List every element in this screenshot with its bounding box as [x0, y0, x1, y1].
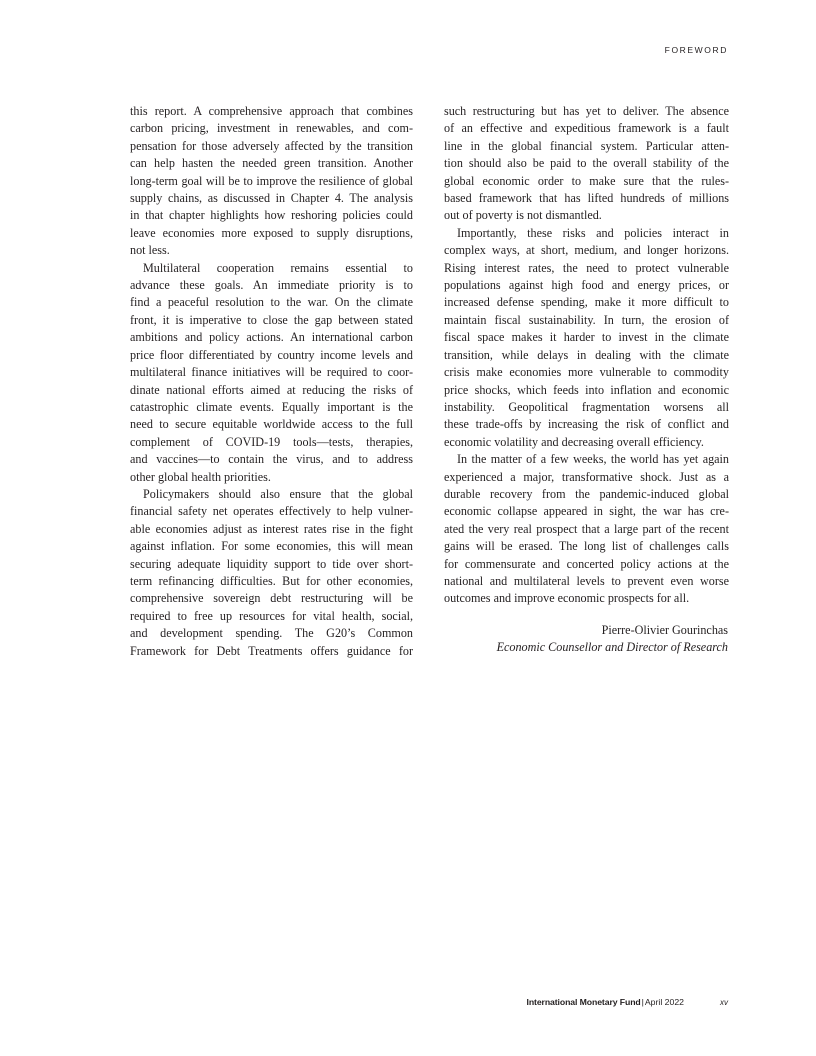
text-line: leave economies more exposed to supply disruptions,	[130, 225, 413, 240]
text-line: economic collapse appeared in sight, the war has cre-	[444, 504, 729, 519]
text-line: against inflation. For some economies, this will mean	[130, 539, 413, 554]
text-line: instability. Geopolitical fragmentation worsens all	[444, 399, 729, 414]
text-line: crisis make economies more vulnerable to commodity	[444, 365, 729, 380]
text-line: and development spending. The G20’s Common	[130, 626, 413, 641]
text-line: supply chains, as discussed in Chapter 4. The analysis	[130, 191, 413, 206]
text-line: these trade-offs by increasing the risk of conflict and	[444, 417, 729, 432]
text-line: increased defense spending, make it more difficult to	[444, 295, 729, 310]
text-line: multilateral finance initiatives will be required to coor-	[130, 365, 413, 380]
text-line: able economies adjust as interest rates rise in the fight	[130, 521, 413, 536]
text-line: such restructuring but has yet to deliver. The absence	[444, 104, 729, 118]
text-line: maintain fiscal sustainability. In turn, the erosion of	[444, 312, 729, 327]
footer-date: April 2022	[644, 997, 684, 1007]
text-line: transition, while delays in dealing with the climate	[444, 347, 729, 362]
signature-title: Economic Counsellor and Director of Research	[496, 640, 728, 655]
text-line: need to secure equitable worldwide access to the full	[130, 417, 413, 432]
signature-name: Pierre-Olivier Gourinchas	[601, 623, 728, 637]
text-line: gains will be erased. The long list of challenges calls	[444, 539, 729, 554]
text-line: out of poverty is not dismantled.	[444, 208, 602, 223]
text-line: complement of COVID-19 tools—tests, therapies,	[130, 434, 413, 449]
text-line: dinate national efforts aimed at reducing the risks of	[130, 382, 413, 397]
text-line: in that chapter highlights how reshoring policies could	[130, 208, 413, 223]
text-line: find a peaceful resolution to the war. On the climate	[130, 295, 413, 310]
text-line: ambitions and policy actions. An international carbon	[130, 330, 413, 345]
text-line: national and multilateral levels to prevent even worse	[444, 573, 729, 588]
text-line: ated the very real prospect that a large part of the recent	[444, 521, 729, 536]
text-line: advance these goals. An immediate priority is to	[130, 278, 413, 293]
text-line: populations against high food and energy prices, or	[444, 278, 729, 293]
text-line: catastrophic climate events. Equally important is the	[130, 399, 413, 414]
text-line: this report. A comprehensive approach that combines	[130, 104, 413, 118]
text-line: based framework that has lifted hundreds of millions	[444, 191, 729, 206]
text-line: In the matter of a few weeks, the world has yet again	[457, 452, 729, 467]
text-line: financial safety net operates effectively to help vulner-	[130, 504, 413, 519]
text-line: price shocks, which feeds into inflation and economic	[444, 382, 729, 397]
right-column	[444, 103, 729, 608]
text-line: complex ways, at short, medium, and longer horizons.	[444, 243, 729, 258]
text-line: economic volatility and decreasing overall efficiency.	[444, 434, 704, 449]
text-line: front, it is imperative to close the gap between stated	[130, 312, 413, 327]
text-line: pensation for those adversely affected by the transition	[130, 138, 413, 153]
text-line: Multilateral cooperation remains essential to	[143, 260, 413, 275]
text-line: not less.	[130, 243, 170, 258]
text-line: term refinancing difficulties. But for other economies,	[130, 573, 413, 588]
text-line: durable recovery from the pandemic-induced global	[444, 486, 729, 501]
text-line: line in the global financial system. Particular atten-	[444, 138, 729, 153]
text-line: Framework for Debt Treatments offers guidance for	[130, 643, 413, 658]
text-line: global economic order to make sure that the rules-	[444, 173, 729, 188]
text-line: required to free up resources for vital health, social,	[130, 608, 413, 623]
text-line: and vaccines—to contain the virus, and to address	[130, 452, 413, 467]
text-line: other global health priorities.	[130, 469, 271, 484]
text-line: price floor differentiated by country income levels and	[130, 347, 413, 362]
text-line: of an effective and expeditious framework is a fault	[444, 121, 729, 136]
footer-organization: International Monetary Fund	[526, 997, 641, 1007]
text-line: fiscal space makes it harder to invest in the climate	[444, 330, 729, 345]
signature-block	[497, 622, 728, 657]
page-number: xv	[720, 998, 728, 1007]
left-column	[130, 103, 413, 660]
text-line: carbon pricing, investment in renewables, and com-	[130, 121, 413, 136]
page-footer	[527, 997, 729, 1007]
text-line: comprehensive sovereign debt restructuring will be	[130, 591, 413, 606]
text-line: long-term goal will be to improve the resilience of global	[130, 173, 413, 188]
text-line: tion should also be paid to the overall stability of the	[444, 156, 729, 171]
text-line: outcomes and improve economic prospects for all.	[444, 591, 690, 606]
footer-separator: |	[641, 997, 644, 1007]
running-head: FOREWORD	[664, 45, 728, 55]
text-line: experienced a major, transformative shock. Just as a	[444, 469, 729, 484]
text-line: can help hasten the needed green transition. Another	[130, 156, 413, 171]
text-line: securing adequate liquidity support to tide over short-	[130, 556, 413, 571]
text-line: for commensurate and concerted policy actions at the	[444, 556, 729, 571]
text-line: Rising interest rates, the need to protect vulnerable	[444, 260, 729, 275]
text-line: Policymakers should also ensure that the global	[143, 486, 413, 501]
text-line: Importantly, these risks and policies interact in	[457, 225, 729, 240]
